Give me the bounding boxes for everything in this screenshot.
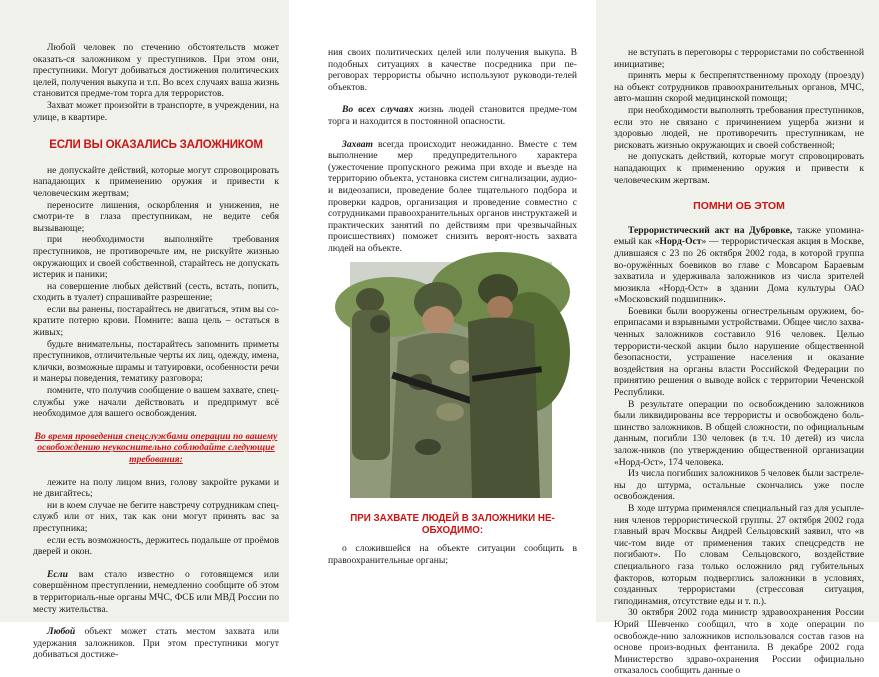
list-item: будьте внимательны, постарайтесь запомнить приметы преступников, отличительные черты их лиц, одежду, имена, клички, возможные шрамы и татуировки, особенности речи и манеры поведения, тематику разговора;: [33, 338, 279, 385]
list-item: при необходимости выполняйте требования преступников, не противоречьте им, не рискуйте жизнью окружающих и своей собственной, старайтесь не допускать истерик и паники;: [33, 234, 279, 281]
dubrovka-text: также упомина-емый как «: [614, 224, 864, 248]
list-item: ни в коем случае не бегите навстречу сотрудникам спец-служб или от них, так как они могут принять вас за преступника;: [33, 499, 279, 534]
danger-text: жизнь людей становится предме-том торга и находится в постоянной опасности.: [328, 104, 577, 127]
dubrovka-text: » — террористическая акция в Москве, длившаяся с 23 по 26 октября 2002 года, в которой группа во-оружённых боевиков во главе с Мовсаром Бараевым захватила и удерживала заложников из числа зрителей мюзикла «Норд-Ост» в здании Дома культуры ОАО «Московский подшипник».: [614, 236, 864, 306]
capture-paragraph: [328, 139, 577, 255]
history-paragraph: Боевики были вооружены огнестрельным оружием, бо-еприпасами и взрывными устройствами. Общее число захва-ченных заложников составило 916 человек. Целью террористи-ческой акции было нарушение общественной безопасности, устрашение населения и оказание воздействия на органы власти Российской Федерации по принятию решения о выводе войск с территории Чеченской Республики.: [614, 305, 864, 399]
object-text: объект может стать местом захвата или удержания заложников. При этом преступники могут добиваться достиже-: [33, 626, 279, 661]
list-item: при необходимости выполнять требования преступников, если это не связано с причинением ущерба жизни и здоровью людей, не противоречить преступникам, не рисковать жизнью окружающих и своей собственной;: [614, 104, 864, 151]
left-panel: [0, 0, 289, 661]
object-lead: Любой: [47, 626, 76, 638]
nord-ost-name: Норд-Ост: [659, 236, 702, 248]
list-item: не вступать в переговоры с террористами по собственной инициативе;: [614, 47, 864, 70]
report-lead: Если: [47, 568, 68, 580]
intro-paragraph: Захват может произойти в транспорте, в учреждении, на улице, в квартире.: [33, 99, 279, 123]
history-paragraph: В ходе штурма применялся специальный газ для усыпле-ния членов террористической группы. 27 октября 2002 года главный врач Москвы Андрей Сельцовский заявил, что «в чис-том виде от применения таких спецсредств не погибают». По словам Сельцовского, воздействие специального газа только осложнило ряд губительных факторов, которым подверглись заложники в условиях, созданных террористами (стрессовая ситуация, гиподинамия, отсутствие еды и т. п.).: [614, 502, 864, 607]
middle-panel: [300, 0, 589, 622]
report-paragraph: [33, 569, 279, 615]
capture-lead: Захват: [342, 138, 373, 150]
list-item: лежите на полу лицом вниз, голову закройте руками и не двигайтесь;: [33, 476, 279, 500]
list-item: на совершение любых действий (сесть, встать, попить, сходить в туалет) спрашивайте разрешение;: [33, 280, 279, 304]
list-item: о сложившейся на объекте ситуации сообщить в правоохранительные органы;: [328, 543, 577, 566]
history-paragraph: Из числа погибших заложников 5 человек были застреле-ны до штурма, остальные скончались уже после освобождения.: [614, 468, 864, 503]
operation-heading: Во время проведения спецслужбами операции по вашему освобождению неукоснительно соблюдайте следующие требования:: [34, 430, 278, 465]
capture-text: всегда происходит неожиданно. Вместе с тем выполнение мер предупредительного характера (ужесточение пропускного режима при входе и въезде на территорию объекта, установка систем сигнализации, аудио- и видеозаписи, проведение более тщательного подбора и проверки кадров, организация и проведение совместно с сотрудниками правоохранительных органов инструктажей и практических занятий по действиям при чрезвычайных происшествиях) поможет снизить вероят-ность захвата людей на объекте.: [328, 138, 577, 254]
special-forces-photo: [350, 262, 552, 498]
history-paragraph: 30 октября 2002 года министр здравоохранения России Юрий Шевченко сообщил, что в ходе операции по освобожде-нию заложников использовался состав газов на основе произ-водных фентанила. В декабре 2002 года Министерство здраво-охранения России официально отказалось сообщить данные о: [614, 607, 864, 677]
list-item: помните, что получив сообщение о вашем захвате, спец-службы уже начали действовать и предпримут всё необходимое для вашего освобождения.: [33, 385, 279, 420]
right-panel: [596, 0, 879, 677]
necessary-heading: ПРИ ЗАХВАТЕ ЛЮДЕЙ В ЗАЛОЖНИКИ НЕ-ОБХОДИМО:: [350, 513, 555, 536]
list-item: если есть возможность, держитесь подальше от проёмов дверей и окон.: [33, 534, 279, 558]
report-text: вам стало известно о готовящемся или совершённом преступлении, немедленно сообщите об этом в территориаль-ные органы МЧС, ФСБ или МВД России по месту жительства.: [33, 568, 279, 615]
list-item: переносите лишения, оскорбления и унижения, не смотри-те в глаза преступникам, не ведите себя вызывающе;: [33, 199, 279, 234]
list-item: не допускайте действий, которые могут спровоцировать нападающих к применению оружия и привести к человеческим жертвам;: [33, 164, 279, 199]
list-item: не допускать действий, которые могут спровоцировать нападающих к применению оружия и привести к человеческим жертвам.: [614, 151, 864, 186]
continued-paragraph: ния своих политических целей или получения выкупа. В подобных ситуациях в качестве посредника при пе-реговорах террористы обычно используют руководи-телей объектов.: [328, 47, 577, 93]
soldiers-illustration: [350, 262, 552, 498]
history-paragraph: В результате операции по освобождению заложников были ликвидированы все террористы и освобождено боль-шинство заложников. В общей сложности, по официальным данным, погибли 130 человек (в т.ч. 10 детей) из числа залож-ников (по утверждению общественной организации «Норд-Ост», 174 человека.: [614, 398, 864, 468]
danger-lead: Во всех случаях: [342, 104, 414, 116]
list-item: принять меры к беспрепятственному проходу (проезду) на объект сотрудников правоохранительных органов, МЧС, авто-машин скорой медицинской помощи;: [614, 70, 864, 105]
remember-heading: ПОМНИ ОБ ЭТОМ: [693, 200, 785, 213]
list-item: если вы ранены, постарайтесь не двигаться, этим вы со-кратите потерю крови. Помните: ваша цель – остаться в живых;: [33, 303, 279, 339]
object-paragraph: [33, 626, 279, 661]
dubrovka-paragraph: [614, 225, 864, 306]
intro-paragraph: Любой человек по стечению обстоятельств может оказать-ся заложником у преступников. При этом они, преступники. Могут добиваться достижения политических целей, получения выкупа и т.п. Во всех случаях ваша жизнь становится предме-том торга для террористов.: [33, 42, 279, 100]
dubrovka-lead: Террористический акт на Дубровке,: [628, 224, 793, 236]
danger-paragraph: [328, 104, 577, 127]
hostage-heading: ЕСЛИ ВЫ ОКАЗАЛИСЬ ЗАЛОЖНИКОМ: [49, 139, 263, 152]
